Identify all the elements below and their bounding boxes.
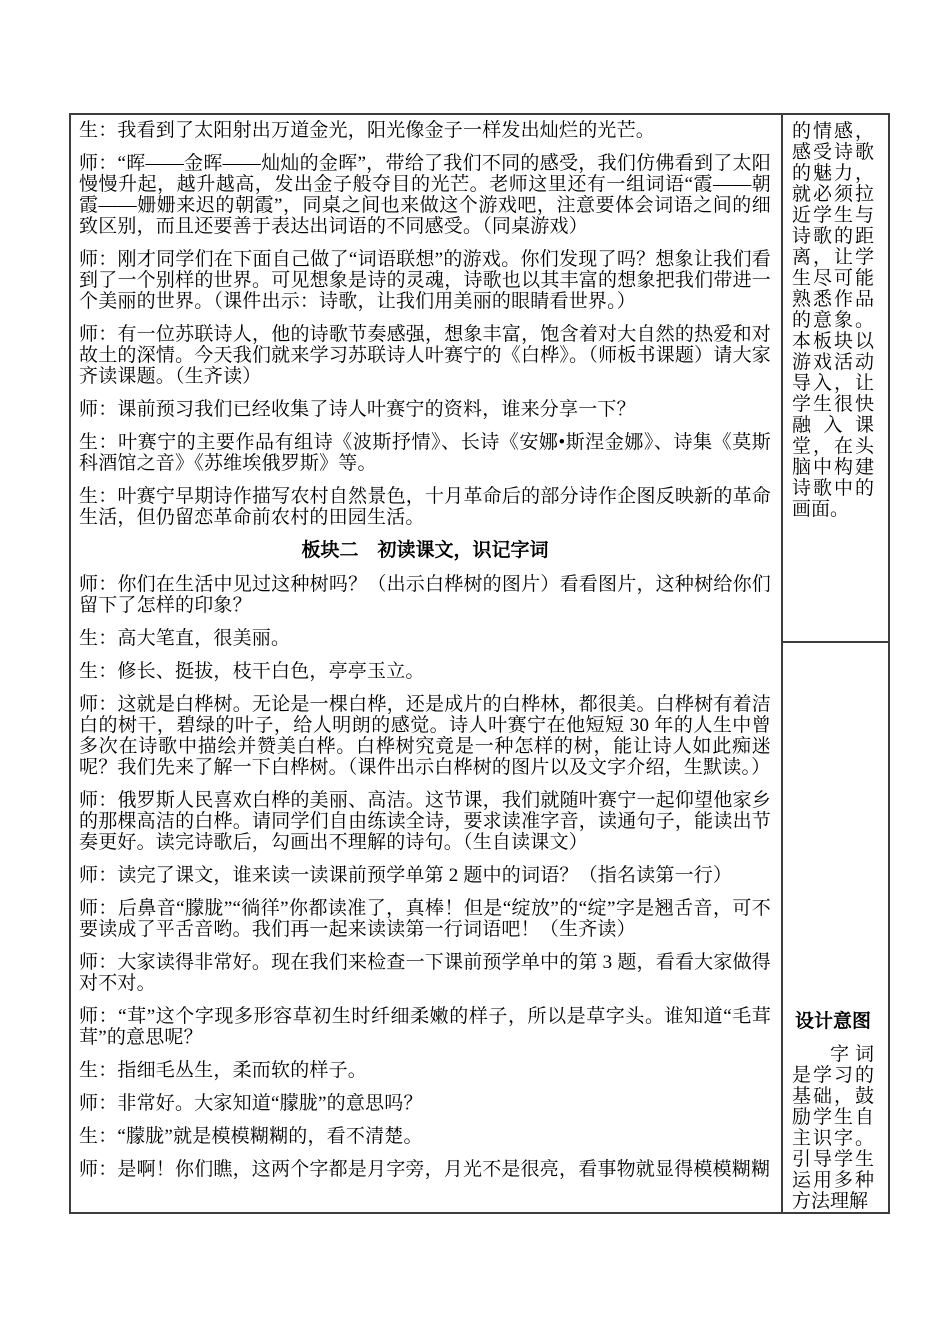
dialogue-paragraph: 师：刚才同学们在下面自己做了“词语联想”的游戏。你们发现了吗？想象让我们看到了一个别样的世界。可见想象是诗的灵魂，诗歌也以其丰富的想象把我们带进一个美丽的世界。（课件出示：诗歌，让我们用美丽的眼睛看世界。） [79,249,771,312]
dialogue-paragraph: 生：叶赛宁的主要作品有组诗《波斯抒情》、长诗《安娜•斯涅金娜》、诗集《莫斯科酒馆之音》《苏维埃俄罗斯》等。 [79,432,771,474]
dialogue-paragraph: 师：“晖——金晖——灿灿的金晖”，带给了我们不同的感受，我们仿佛看到了太阳慢慢升起，越升越高，发出金子般夺目的光芒。老师这里还有一组词语“霞——朝霞——姗姗来迟的朝霞”，同桌之间也来做这个游戏吧，注意要体会词语之间的细致区别，而且还要善于表达出词语的不同感受。（同桌游戏） [79,153,771,237]
lesson-transcript-cell [71,115,783,1212]
design-intent-heading: 设计意图 [794,1011,871,1032]
design-intent-body: 字词是学习的基础，鼓励学生自主识字。引导学生运用多种方法理解 [792,1044,874,1212]
dialogue-paragraph: 师：是啊！你们瞧，这两个字都是月字旁，月光不是很亮，看事物就显得模模糊糊 [79,1159,771,1180]
dialogue-paragraph: 师：俄罗斯人民喜欢白桦的美丽、高洁。这节课，我们就随叶赛宁一起仰望他家乡的那棵高洁的白桦。请同学们自由练读全诗，要求读准字音，读通句子，能读出节奏更好。读完诗歌后，勾画出不理解的诗句。（生自读课文） [79,790,771,853]
dialogue-paragraph: 师：非常好。大家知道“朦胧”的意思吗？ [79,1093,423,1114]
dialogue-paragraph: 生：我看到了太阳射出万道金光，阳光像金子一样发出灿烂的光芒。 [79,120,656,141]
dialogue-paragraph: 师：“茸”这个字现多形容草初生时纤细柔嫩的样子，所以是草字头。谁知道“毛茸茸”的意思呢？ [79,1006,771,1048]
dialogue-paragraph: 生：修长、挺拔，枝干白色，亭亭玉立。 [79,661,425,682]
dialogue-paragraph: 生：叶赛宁早期诗作描写农村自然景色，十月革命后的部分诗作企图反映新的革命生活，但仍留恋革命前农村的田园生活。 [79,486,771,528]
dialogue-paragraph: 师：后鼻音“朦胧”“徜徉”你都读准了，真棒！但是“绽放”的“绽”字是翘舌音，可不要读成了平舌音哟。我们再一起来读读第一行词语吧！（生齐读） [79,898,771,940]
dialogue-paragraph: 师：有一位苏联诗人，他的诗歌节奏感强，想象丰富，饱含着对大自然的热爱和对故土的深情。今天我们就来学习苏联诗人叶赛宁的《白桦》。（师板书课题）请大家齐读课题。（生齐读） [79,324,771,387]
dialogue-paragraph: 生：高大笔直，很美丽。 [79,628,291,649]
dialogue-paragraph: 师：大家读得非常好。现在我们来检查一下课前预学单中的第 3 题，看看大家做得对不对。 [79,952,771,994]
lesson-plan-table [69,113,890,1214]
design-intent-continuation-note: 的情感，感受诗歌的魅力，就必须拉近学生与诗歌的距离，让学生尽可能熟悉作品的意象。本板块以游戏活动导入，让学生很快融入课堂，在头脑中构建诗歌中的画面。 [792,121,874,520]
sidebar-note-cell [783,115,888,643]
dialogue-paragraph: 师：课前预习我们已经收集了诗人叶赛宁的资料，谁来分享一下？ [79,399,636,420]
dialogue-paragraph: 师：这就是白桦树。无论是一棵白桦，还是成片的白桦林，都很美。白桦树有着洁白的树干，碧绿的叶子，给人明朗的感觉。诗人叶赛宁在他短短 30 年的人生中曾多次在诗歌中描绘并赞美白桦。白桦树究竟是一种怎样的树，能让诗人如此痴迷呢？我们先来了解一下白桦树。（课件出示白桦树的图片以及文字介绍，生默读。） [79,694,771,778]
dialogue-paragraph: 生：“朦胧”就是模模糊糊的，看不清楚。 [79,1126,423,1147]
dialogue-paragraph: 师：你们在生活中见过这种树吗？（出示白桦树的图片）看看图片，这种树给你们留下了怎样的印象？ [79,574,771,616]
section-heading: 板块二 初读课文，识记字词 [301,540,549,561]
dialogue-paragraph: 生：指细毛丛生，柔而软的样子。 [79,1060,368,1081]
sidebar-design-intent-cell [783,643,888,1212]
design-intent-column [783,115,888,1212]
dialogue-paragraph: 师：读完了课文，谁来读一读课前预学单第 2 题中的词语？（指名读第一行） [79,865,733,886]
